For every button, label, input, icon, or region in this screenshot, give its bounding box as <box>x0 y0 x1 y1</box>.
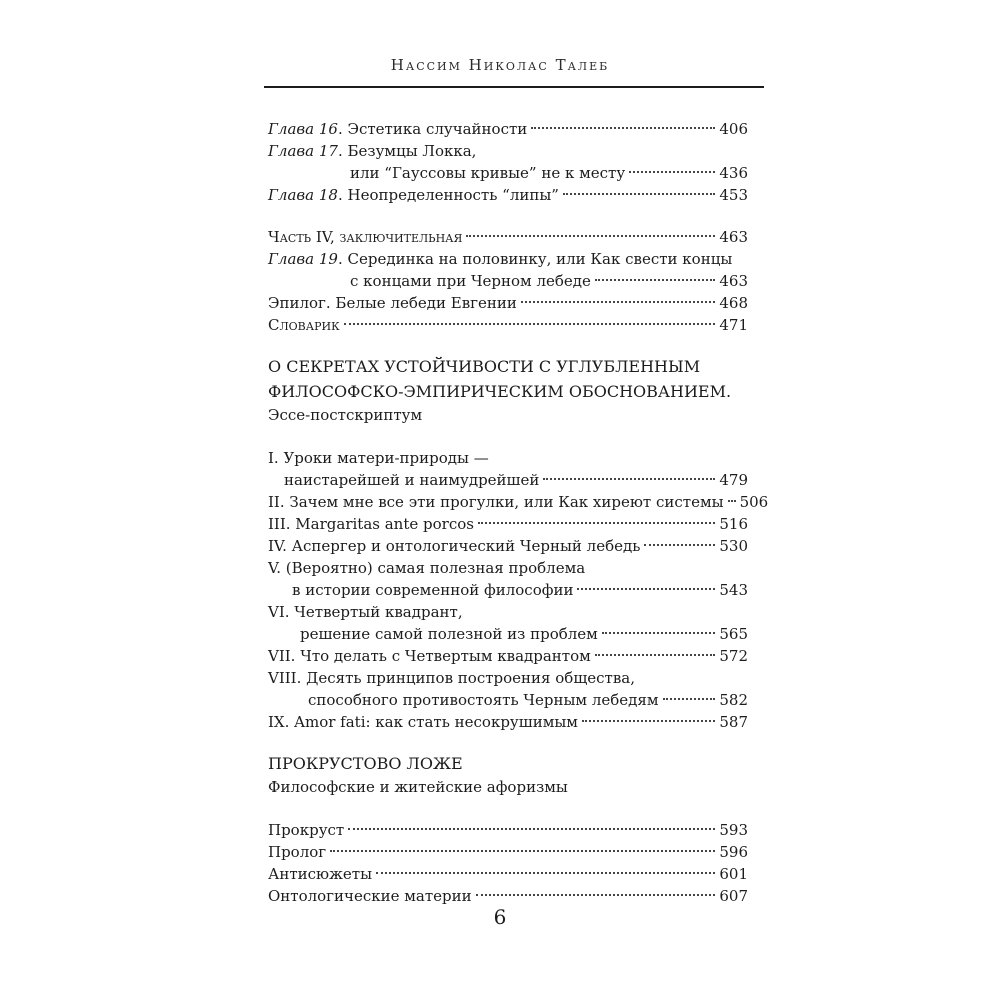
toc-entry <box>268 667 748 689</box>
toc-entry-continuation <box>268 689 748 711</box>
toc-section-procrustes <box>268 751 748 907</box>
page-ref: 587 <box>719 713 748 731</box>
entry-title: . Серединка на половинку, или Как свести концы <box>337 250 733 268</box>
entry-title: . Эстетика случайности <box>337 120 528 138</box>
leader-dots <box>348 828 715 830</box>
entry-title: V. (Вероятно) самая полезная проблема <box>268 559 586 577</box>
chapter-label: Глава 18 <box>268 186 338 204</box>
leader-dots <box>728 500 736 502</box>
page-ref: 530 <box>719 537 748 555</box>
entry-title: . Неопределенность “липы” <box>337 186 559 204</box>
page-ref: 463 <box>719 228 748 246</box>
section-subtitle: Эссе-постскриптум <box>268 406 423 424</box>
toc-entry-continuation <box>268 579 748 601</box>
entry-title: I. Уроки матери-природы — <box>268 449 489 467</box>
page-ref: 406 <box>719 120 748 138</box>
entry-title: Пролог <box>268 843 327 861</box>
running-header: Нассим Николас Талеб <box>390 56 610 74</box>
leader-dots <box>531 127 715 129</box>
toc-entry <box>268 314 748 336</box>
page-ref: 516 <box>719 515 748 533</box>
entry-title: II. Зачем мне все эти прогулки, или Как хиреют системы <box>268 493 724 511</box>
toc-entry-continuation <box>268 162 748 184</box>
toc-entry <box>268 841 748 863</box>
toc-entry <box>268 819 748 841</box>
page-ref: 607 <box>719 887 748 905</box>
entry-title-cont: способного противостоять Черным лебедям <box>308 691 659 709</box>
entry-title: VIII. Десять принципов построения общества, <box>268 669 635 687</box>
entry-title: Прокруст <box>268 821 345 839</box>
page-number: 6 <box>493 905 507 929</box>
page-ref: 565 <box>719 625 748 643</box>
toc-entry <box>268 601 748 623</box>
page-ref: 572 <box>719 647 748 665</box>
leader-dots <box>376 872 715 874</box>
chapter-label: Глава 17 <box>268 142 338 160</box>
page-ref: 463 <box>719 272 748 290</box>
toc-entry <box>268 184 748 206</box>
page-ref: 453 <box>719 186 748 204</box>
page-ref: 582 <box>719 691 748 709</box>
leader-dots <box>543 478 715 480</box>
leader-dots <box>521 301 715 303</box>
toc-entry <box>268 535 748 557</box>
leader-dots <box>577 588 715 590</box>
part-title: Часть IV, заключительная <box>268 228 463 246</box>
section-heading: О СЕКРЕТАХ УСТОЙЧИВОСТИ С УГЛУБЛЕННЫМ <box>268 357 701 376</box>
entry-title: Онтологические материи <box>268 887 472 905</box>
toc-section-essay <box>268 354 769 733</box>
entry-title-cont: наистарейшей и наимудрейшей <box>284 471 540 489</box>
section-subtitle: Философские и житейские афоризмы <box>268 778 568 796</box>
toc-entry <box>268 711 748 733</box>
section-heading: ПРОКРУСТОВО ЛОЖЕ <box>268 754 463 773</box>
section-heading: ФИЛОСОФСКО-ЭМПИРИЧЕСКИМ ОБОСНОВАНИЕМ. <box>268 382 732 401</box>
entry-title: IV. Аспергер и онтологический Черный лебедь <box>268 537 641 555</box>
toc-entry <box>268 863 748 885</box>
entry-title-cont: или “Гауссовы кривые” не к месту <box>350 164 626 182</box>
entry-title: VII. Что делать с Четвертым квадрантом <box>268 647 591 665</box>
toc-entry <box>268 140 748 162</box>
toc-entry <box>268 447 748 469</box>
entry-title-cont: решение самой полезной из проблем <box>300 625 598 643</box>
toc-section-chapters <box>268 118 748 206</box>
entry-title: . Безумцы Локка, <box>337 142 477 160</box>
leader-dots <box>595 654 716 656</box>
leader-dots <box>663 698 716 700</box>
leader-dots <box>344 323 716 325</box>
toc-entry-continuation <box>268 270 748 292</box>
leader-dots <box>644 544 715 546</box>
entry-title: III. Margaritas ante porcos <box>268 515 474 533</box>
header-rule <box>264 86 764 88</box>
toc-content <box>268 118 769 907</box>
toc-entry <box>268 645 748 667</box>
page-ref: 506 <box>739 493 769 511</box>
toc-entry <box>268 513 748 535</box>
page-ref: 596 <box>719 843 748 861</box>
page-ref: 543 <box>719 581 748 599</box>
leader-dots <box>629 171 715 173</box>
entry-title: VI. Четвертый квадрант, <box>268 603 463 621</box>
leader-dots <box>563 193 715 195</box>
chapter-label: Глава 16 <box>268 120 338 138</box>
toc-entry <box>268 248 748 270</box>
page-ref: 468 <box>719 294 748 312</box>
leader-dots <box>466 235 715 237</box>
page-ref: 436 <box>719 164 748 182</box>
page-ref: 601 <box>719 865 748 883</box>
entry-title: Антисюжеты <box>268 865 373 883</box>
leader-dots <box>602 632 716 634</box>
entry-title-cont: в истории современной философии <box>292 581 574 599</box>
toc-entry <box>268 491 769 513</box>
toc-entry-continuation <box>268 623 748 645</box>
toc-entry <box>268 118 748 140</box>
entry-title: Эпилог. Белые лебеди Евгении <box>268 294 517 312</box>
page-ref: 479 <box>719 471 748 489</box>
toc-section-part-four <box>268 226 748 336</box>
leader-dots <box>476 894 716 896</box>
leader-dots <box>595 279 715 281</box>
page-ref: 471 <box>719 316 748 334</box>
toc-entry-continuation <box>268 469 748 491</box>
entry-title: IX. Amor fati: как стать несокрушимым <box>268 713 578 731</box>
entry-title: Словарик <box>268 316 340 334</box>
page-ref: 593 <box>719 821 748 839</box>
leader-dots <box>478 522 715 524</box>
chapter-label: Глава 19 <box>268 250 338 268</box>
toc-entry <box>268 226 748 248</box>
toc-entry <box>268 292 748 314</box>
toc-entry <box>268 557 748 579</box>
leader-dots <box>330 850 715 852</box>
toc-entry <box>268 885 748 907</box>
entry-title-cont: с концами при Черном лебеде <box>350 272 591 290</box>
leader-dots <box>582 720 715 722</box>
